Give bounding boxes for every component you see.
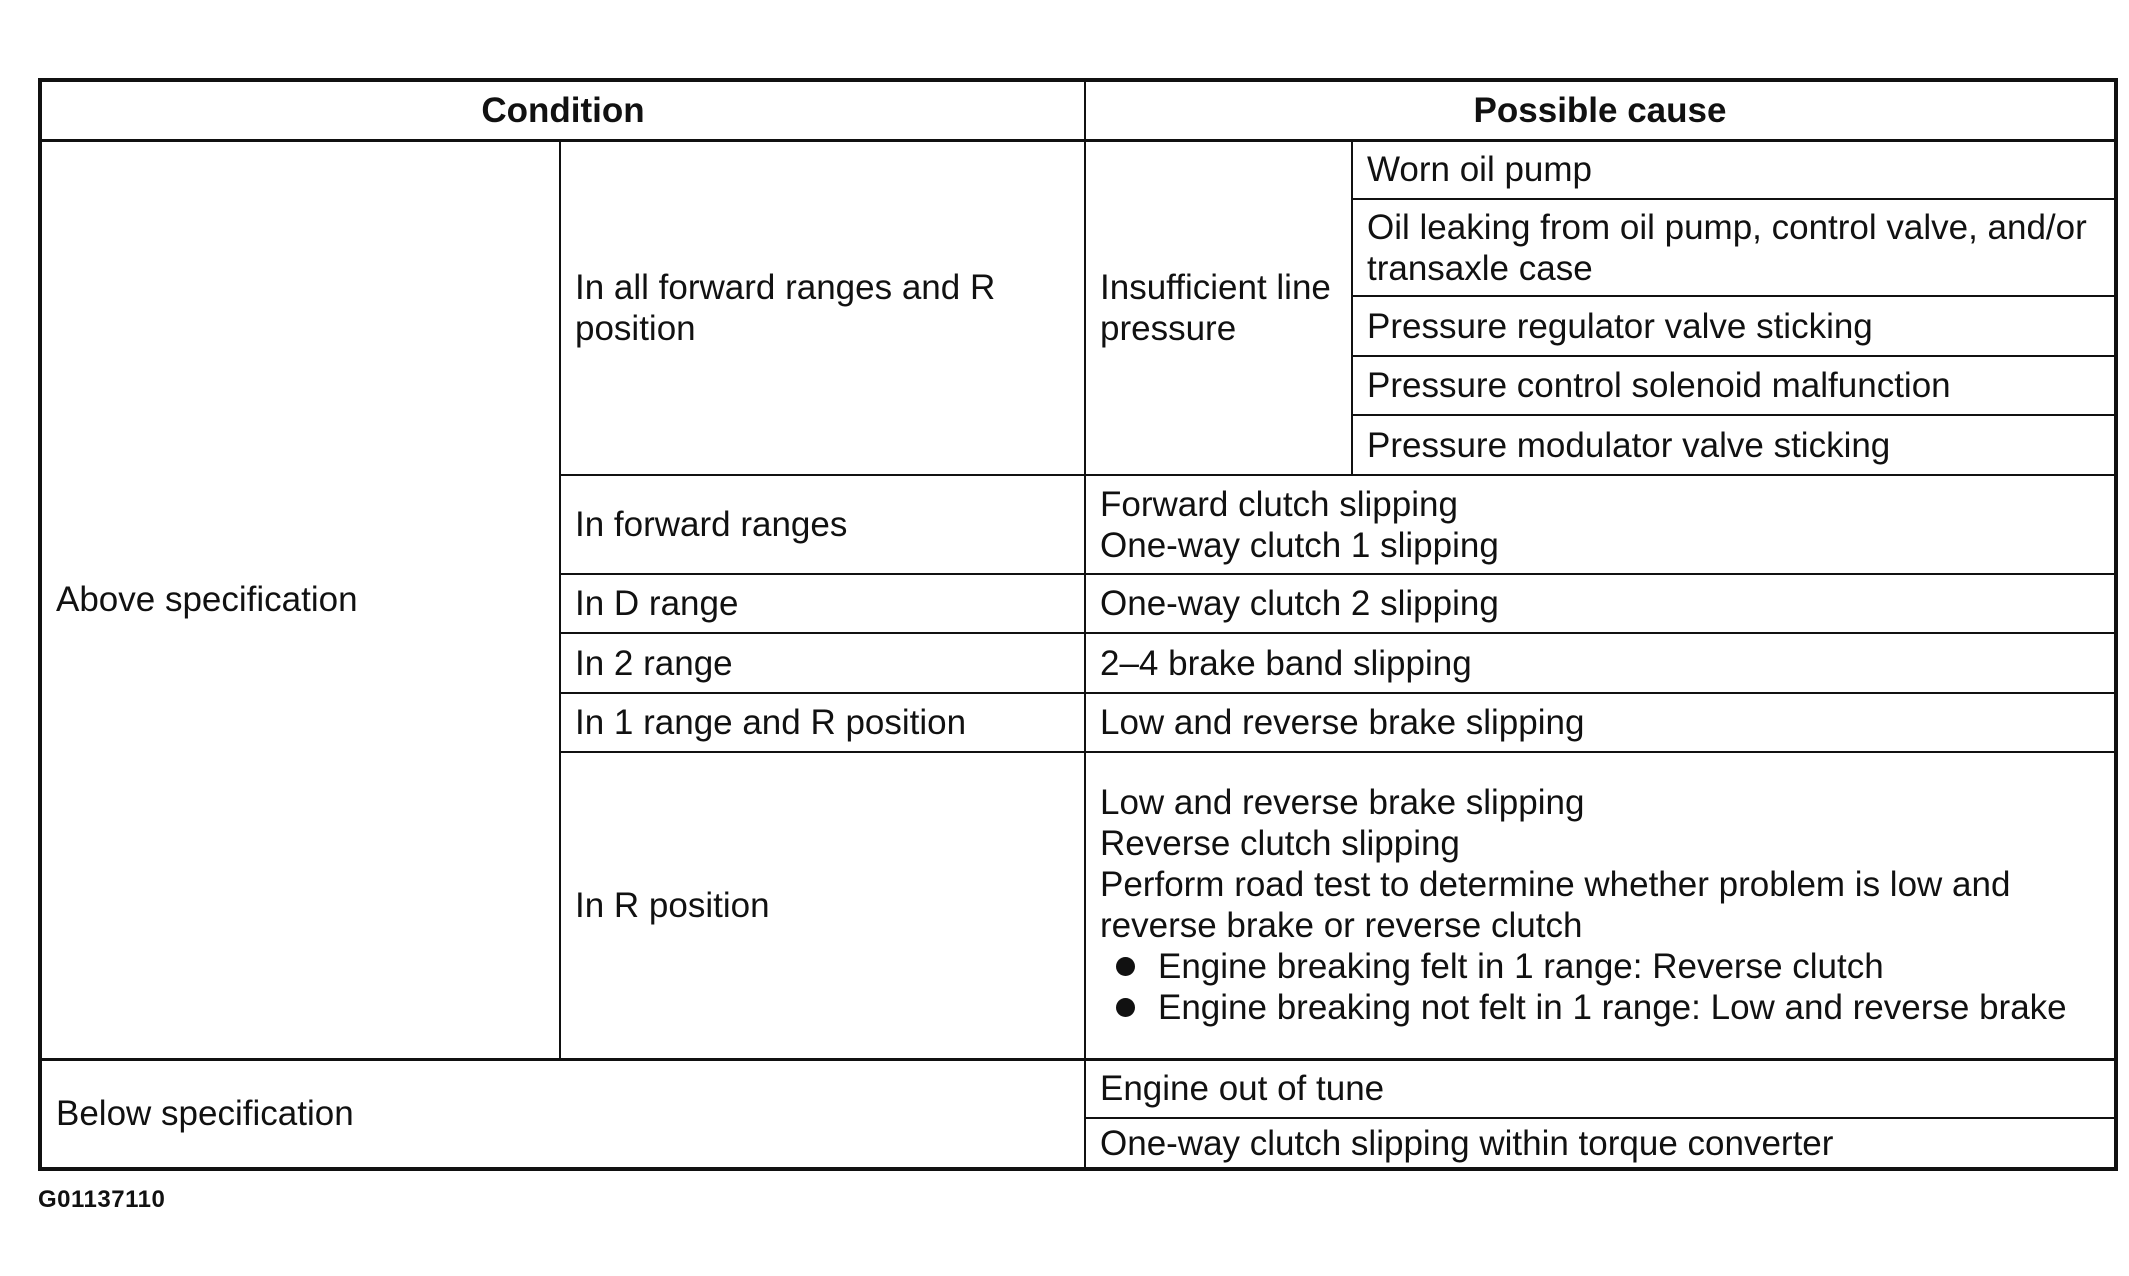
cause-r-position bbox=[1085, 752, 2116, 1059]
condition-above-specification: Above specification bbox=[40, 140, 560, 1059]
table-row bbox=[40, 140, 2116, 199]
condition-d-range: In D range bbox=[560, 574, 1085, 633]
cause-pressure-regulator: Pressure regulator valve sticking bbox=[1352, 296, 2116, 356]
bullet-list bbox=[1100, 946, 2100, 1028]
header-row bbox=[40, 80, 2116, 140]
bullet-item: Engine breaking felt in 1 range: Reverse clutch bbox=[1100, 946, 2100, 987]
cause-line: Forward clutch slipping bbox=[1100, 484, 1458, 524]
cause-oil-leaking: Oil leaking from oil pump, control valve, and/or transaxle case bbox=[1352, 199, 2116, 296]
condition-2-range: In 2 range bbox=[560, 633, 1085, 693]
condition-r-position: In R position bbox=[560, 752, 1085, 1059]
header-possible-cause: Possible cause bbox=[1085, 80, 2116, 140]
figure-code: G01137110 bbox=[38, 1186, 166, 1213]
cause-d-range: One-way clutch 2 slipping bbox=[1085, 574, 2116, 633]
condition-all-forward-ranges: In all forward ranges and R position bbox=[560, 140, 1085, 475]
cause-line: Reverse clutch slipping bbox=[1100, 824, 1460, 864]
cause-line: Perform road test to determine whether problem is low and reverse brake or reverse clutch bbox=[1100, 865, 2011, 946]
condition-below-specification: Below specification bbox=[40, 1059, 1085, 1169]
cause-one-way-clutch-torque-converter: One-way clutch slipping within torque converter bbox=[1085, 1118, 2116, 1169]
cause-pressure-control-solenoid: Pressure control solenoid malfunction bbox=[1352, 356, 2116, 415]
condition-1-range-r: In 1 range and R position bbox=[560, 693, 1085, 752]
cause-line: Low and reverse brake slipping bbox=[1100, 783, 1585, 823]
diagnosis-table bbox=[38, 78, 2118, 1171]
cause-engine-out-of-tune: Engine out of tune bbox=[1085, 1059, 2116, 1118]
cause-1-range-r: Low and reverse brake slipping bbox=[1085, 693, 2116, 752]
cause-line: One-way clutch 1 slipping bbox=[1100, 525, 1499, 565]
table-row bbox=[40, 1059, 2116, 1118]
bullet-icon bbox=[1116, 957, 1135, 976]
header-condition: Condition bbox=[40, 80, 1085, 140]
cause-forward-ranges bbox=[1085, 475, 2116, 574]
bullet-item: Engine breaking not felt in 1 range: Low and reverse brake bbox=[1100, 987, 2100, 1028]
condition-forward-ranges: In forward ranges bbox=[560, 475, 1085, 574]
bullet-icon bbox=[1116, 998, 1135, 1017]
cause-2-range: 2–4 brake band slipping bbox=[1085, 633, 2116, 693]
cause-pressure-modulator: Pressure modulator valve sticking bbox=[1352, 415, 2116, 475]
cause-insufficient-line-pressure: Insufficient line pressure bbox=[1085, 140, 1352, 475]
cause-worn-oil-pump: Worn oil pump bbox=[1352, 140, 2116, 199]
